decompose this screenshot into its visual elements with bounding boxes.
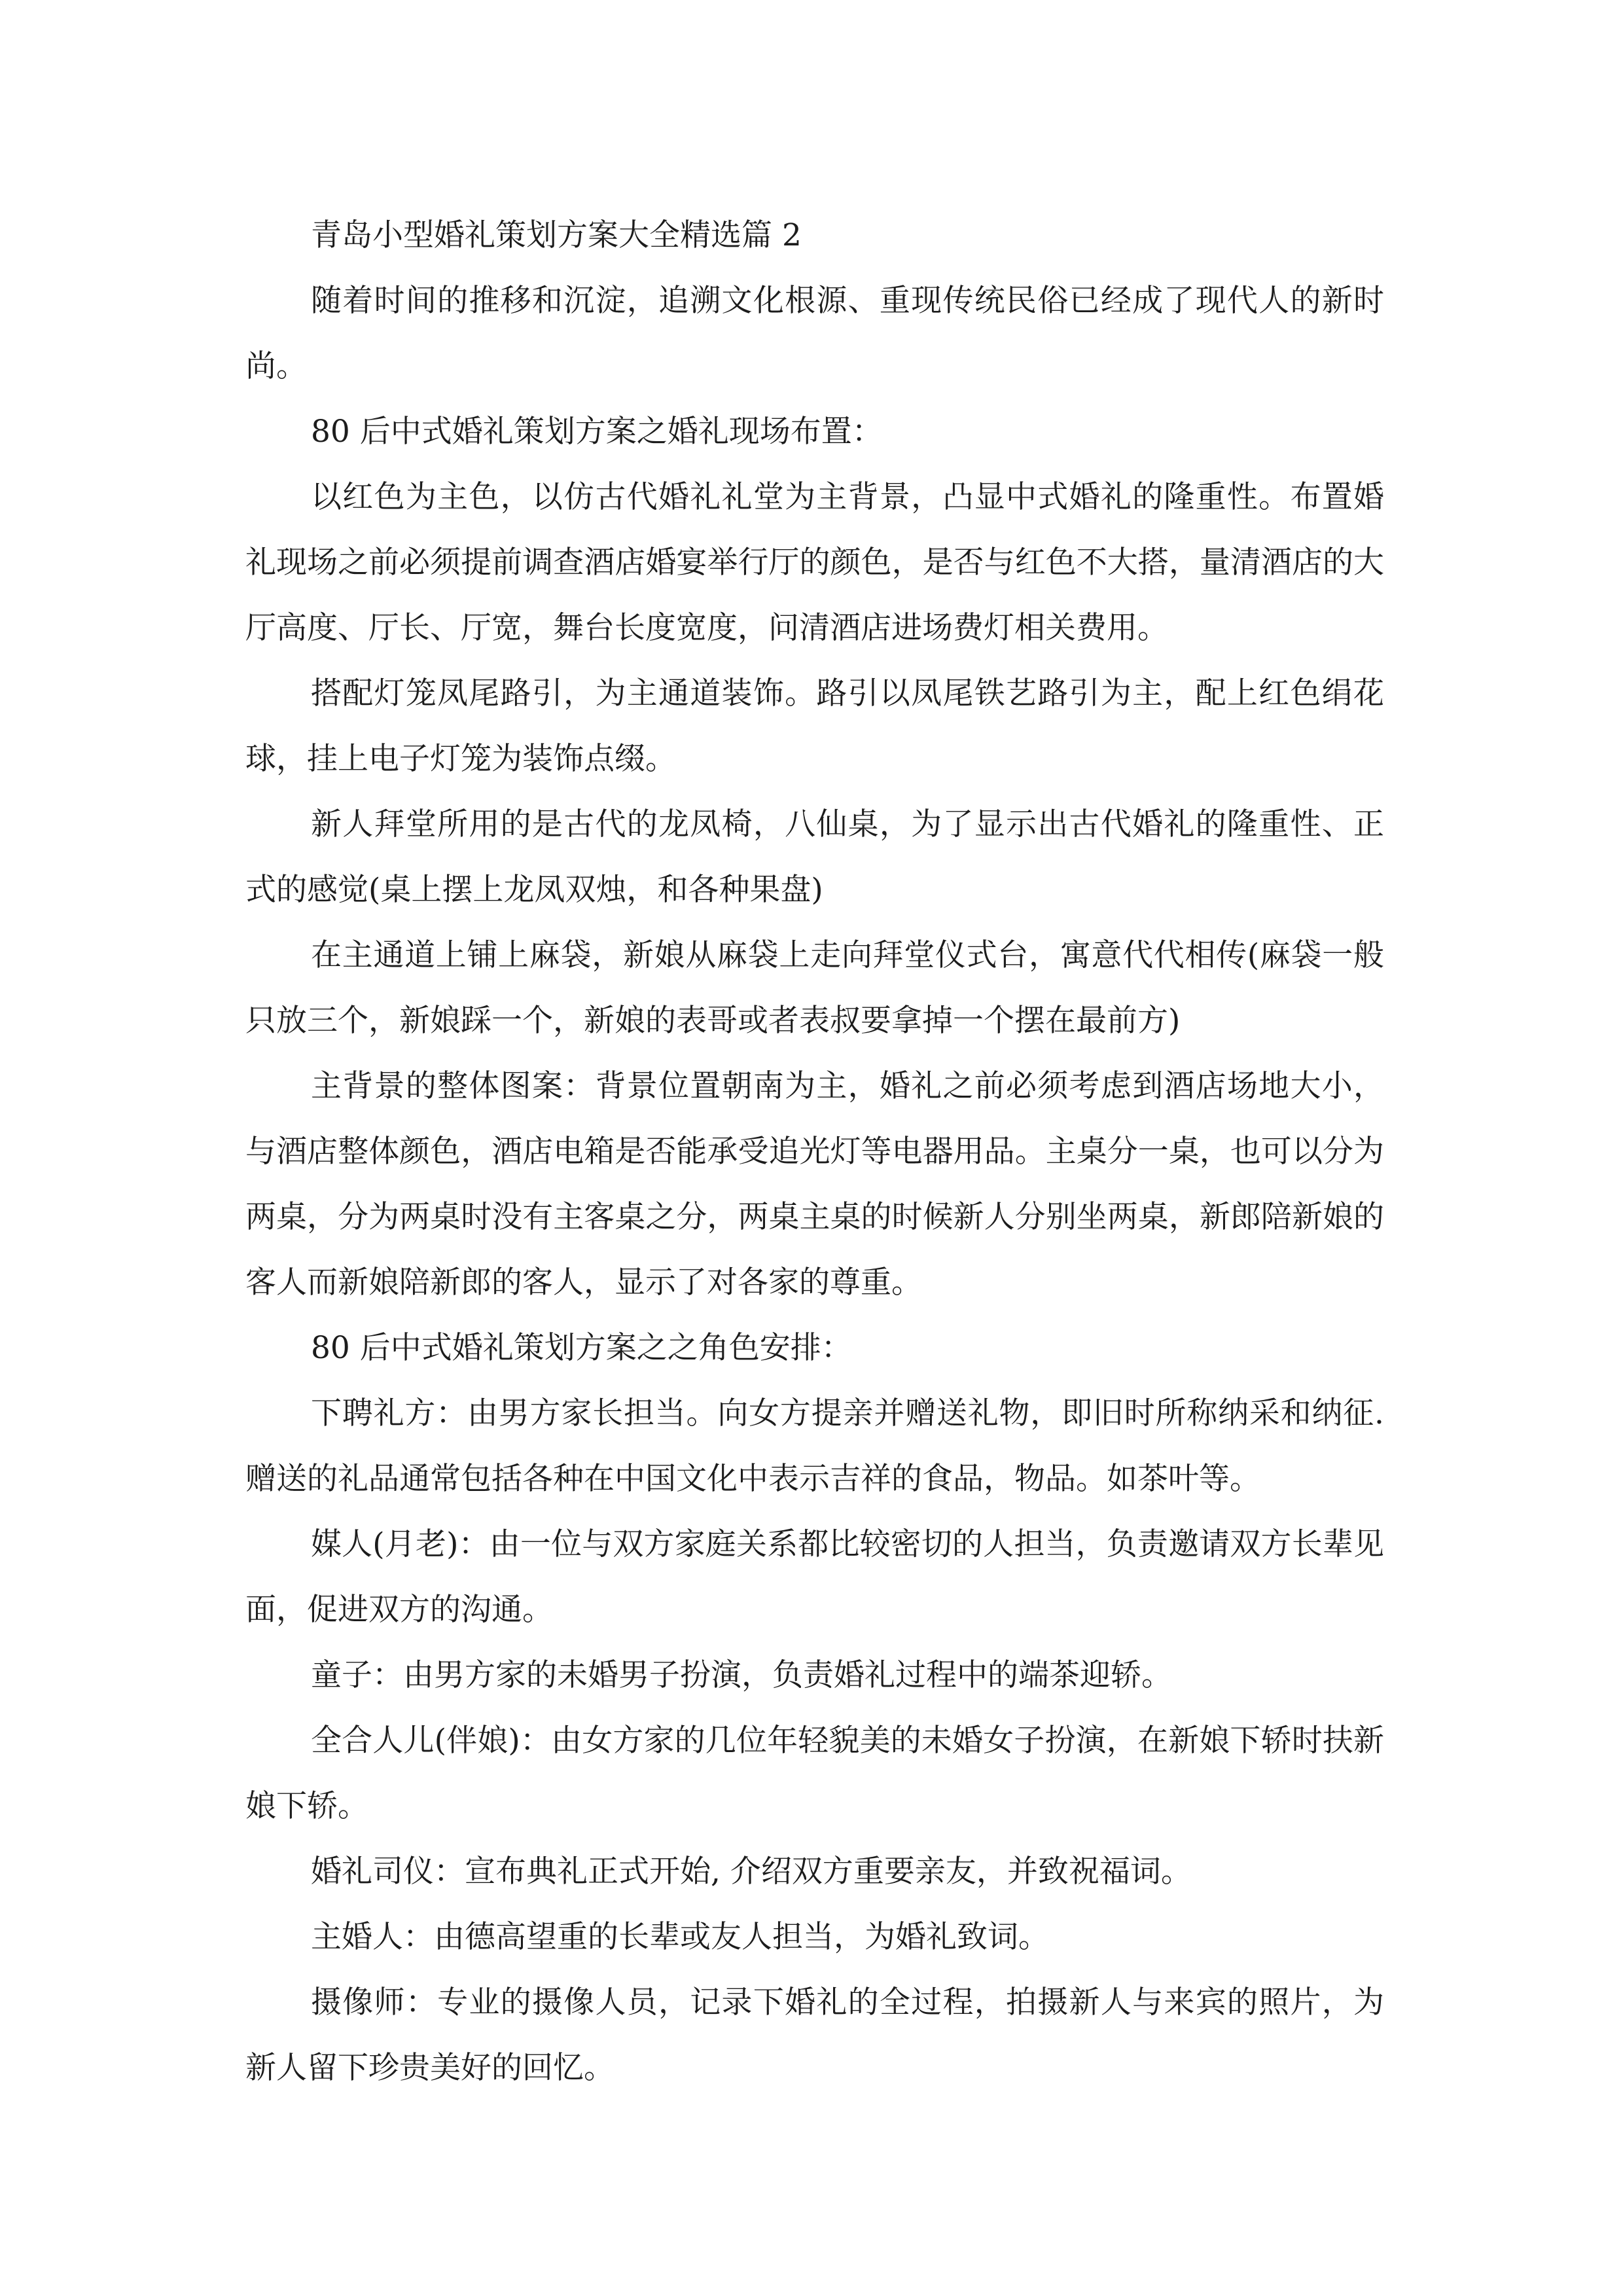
paragraph-lanterns: 搭配灯笼凤尾路引，为主通道装饰。路引以凤尾铁艺路引为主，配上红色绢花球，挂上电子灯笼为装饰点缀。 [245,675,1384,777]
paragraph-chairs: 新人拜堂所用的是古代的龙凤椅，八仙桌，为了显示出古代婚礼的隆重性、正式的感觉(桌上摆上龙凤双烛，和各种果盘) [245,806,1384,908]
paragraph-background: 主背景的整体图案：背景位置朝南为主，婚礼之前必须考虑到酒店场地大小，与酒店整体颜色，酒店电箱是否能承受追光灯等电器用品。主桌分一桌，也可以分为两桌，分为两桌时没有主客桌之分，两桌主桌的时候新人分别坐两桌，新郎陪新娘的客人而新娘陪新郎的客人，显示了对各家的尊重。 [245,1068,1384,1300]
paragraph-officiant: 主婚人：由德高望重的长辈或友人担当，为婚礼致词。 [311,1919,1049,1955]
paragraph-page-boy: 童子：由男方家的未婚男子扮演，负责婚礼过程中的端茶迎轿。 [311,1657,1172,1693]
paragraph-bridesmaids: 全合人儿(伴娘)：由女方家的几位年轻貌美的未婚女子扮演，在新娘下轿时扶新娘下轿。 [245,1723,1384,1824]
paragraph-betrothal: 下聘礼方：由男方家长担当。向女方提亲并赠送礼物，即旧时所称纳采和纳征. 赠送的礼品通常包括各种在中国文化中表示吉祥的食品，物品。如茶叶等。 [245,1395,1384,1497]
paragraph-videographer: 摄像师：专业的摄像人员，记录下婚礼的全过程，拍摄新人与来宾的照片，为新人留下珍贵美好的回忆。 [245,1984,1384,2086]
paragraph-matchmaker: 媒人(月老)：由一位与双方家庭关系都比较密切的人担当，负责邀请双方长辈见面，促进双方的沟通。 [245,1526,1384,1628]
paragraph-host: 婚礼司仪：宣布典礼正式开始, 介绍双方重要亲友，并致祝福词。 [311,1854,1192,1890]
section-heading-roles: 80 后中式婚礼策划方案之之角色安排： [311,1330,852,1366]
document-heading: 青岛小型婚礼策划方案大全精选篇 2 [311,217,802,253]
paragraph-intro: 随着时间的推移和沉淀，追溯文化根源、重现传统民俗已经成了现代人的新时尚。 [245,283,1384,384]
section-heading-venue: 80 后中式婚礼策划方案之婚礼现场布置： [311,414,883,450]
paragraph-sacks: 在主通道上铺上麻袋，新娘从麻袋上走向拜堂仪式台，寓意代代相传(麻袋一般只放三个，新娘踩一个，新娘的表哥或者表叔要拿掉一个摆在最前方) [245,937,1384,1039]
paragraph-red-theme: 以红色为主色，以仿古代婚礼礼堂为主背景，凸显中式婚礼的隆重性。布置婚礼现场之前必须提前调查酒店婚宴举行厅的颜色，是否与红色不大搭，量清酒店的大厅高度、厅长、厅宽，舞台长度宽度，问清酒店进场费灯相关费用。 [245,479,1384,646]
document-body [245,203,1384,2101]
